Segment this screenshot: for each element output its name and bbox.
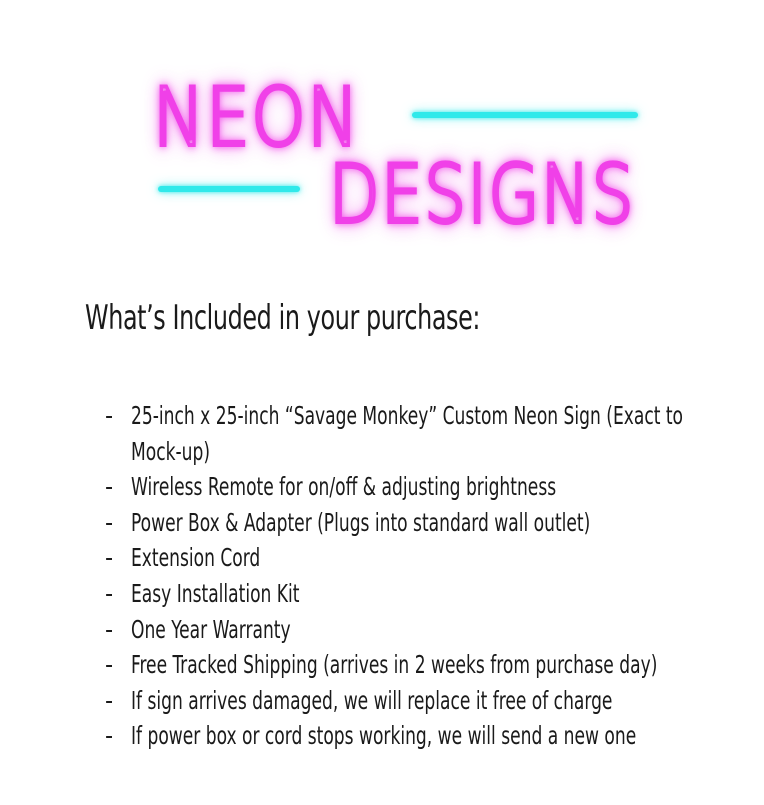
list-bullet: -	[105, 472, 114, 502]
list-item	[105, 576, 705, 612]
list-item	[105, 505, 705, 541]
list-bullet: -	[105, 578, 114, 608]
list-item	[105, 540, 705, 576]
list-item-text: Extension Cord	[131, 543, 261, 573]
list-item-text: One Year Warranty	[131, 614, 291, 644]
list-item	[105, 647, 705, 683]
list-item	[105, 683, 705, 719]
list-bullet: -	[105, 507, 114, 537]
included-items-list	[105, 398, 705, 754]
list-bullet: -	[105, 685, 114, 715]
list-item	[105, 398, 705, 469]
list-item-text: If power box or cord stops working, we will send a new one	[131, 721, 637, 751]
list-item-text: Free Tracked Shipping (arrives in 2 weeks from purchase day)	[131, 650, 658, 680]
list-item	[105, 718, 705, 754]
list-item-text: If sign arrives damaged, we will replace it free of charge	[131, 685, 613, 715]
logo-cyan-bar-top	[412, 112, 638, 118]
list-item	[105, 612, 705, 648]
logo-word-designs: DESIGNS	[329, 148, 635, 241]
list-bullet: -	[105, 721, 114, 751]
list-bullet: -	[105, 543, 114, 573]
neon-designs-logo	[0, 0, 764, 250]
logo-cyan-bar-bottom	[158, 186, 300, 192]
list-item-text: Wireless Remote for on/off & adjusting brightness	[131, 472, 557, 502]
logo-word-neon: NEON	[153, 71, 361, 164]
list-bullet: -	[105, 614, 114, 644]
list-item-text: Easy Installation Kit	[131, 578, 300, 608]
list-item-text: 25-inch x 25-inch “Savage Monkey” Custom Neon Sign (Exact to Mock-up)	[131, 401, 684, 466]
list-bullet: -	[105, 401, 114, 430]
included-heading: What’s Included in your purchase:	[85, 298, 481, 338]
list-item-text: Power Box & Adapter (Plugs into standard wall outlet)	[131, 507, 591, 537]
list-item	[105, 469, 705, 505]
list-bullet: -	[105, 650, 114, 680]
